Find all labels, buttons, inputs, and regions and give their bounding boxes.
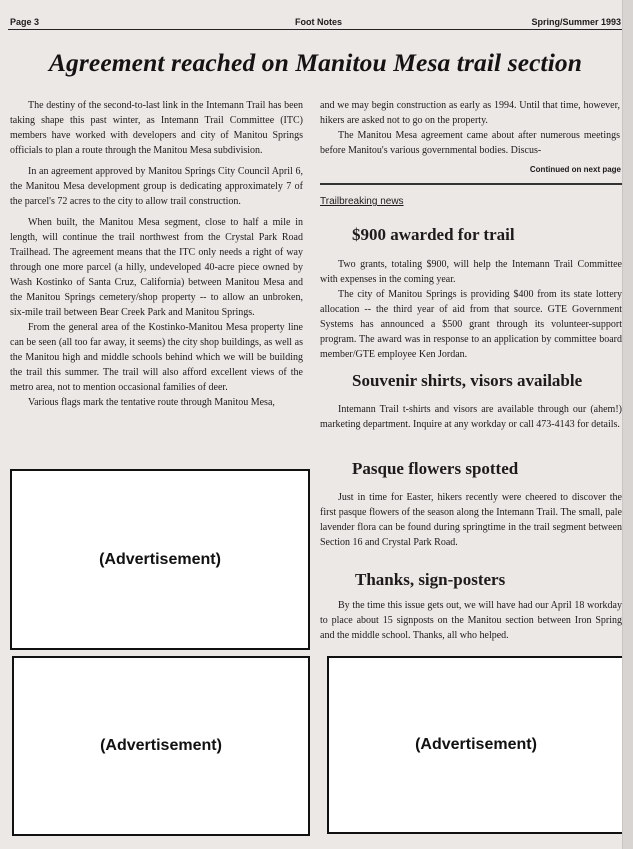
story-headline-signposts: Thanks, sign-posters — [355, 570, 506, 589]
advertisement-box — [327, 656, 625, 834]
story-body-signposts — [320, 598, 622, 643]
advertisement-label: (Advertisement) — [415, 736, 537, 753]
story-paragraph: Various flags mark the tentative route through Manitou Mesa, — [28, 397, 275, 408]
story-paragraph: From the general area of the Kostinko-Manitou Mesa property line can be seen (all too far away, it seems) the city shop buildings, as well as the Manitou high and middle schools behind which we will be building the trail this summer. The trail will also afford excellent views of the metro area, not to mention occasional families of deer. — [10, 322, 303, 393]
story-paragraph: Two grants, totaling $900, will help the Intemann Trail Committee with expenses in the coming year. — [320, 259, 622, 285]
advertisement-box — [12, 656, 310, 836]
publication-name: Foot Notes — [295, 17, 342, 27]
story-body-pasque — [320, 490, 622, 550]
story-paragraph: When built, the Manitou Mesa segment, close to half a mile in length, will continue the trail northwest from the Crystal Park Road Trailhead. The agreement means that the ITC only needs a right of way through one more parcel (a hilly, undeveloped 40-acre piece owned by Wash Kostinko of Santa Cruz, California) between Manitou Mesa and the Manitou Springs cemetery/shop property -- to allow an unbroken, six-mile trail between Bear Creek Park and Manitou Springs. — [10, 217, 303, 318]
story-paragraph: Just in time for Easter, hikers recently were cheered to discover the first pasque flowers of the season along the Intemann Trail. The small, pale lavender flora can be found during springtime in the trail segment between Section 16 and Crystal Park Road. — [320, 492, 622, 548]
story-headline-pasque: Pasque flowers spotted — [352, 459, 519, 478]
story-body-grants — [320, 257, 622, 362]
main-story-column-2 — [320, 98, 620, 158]
section-label: Trailbreaking news — [320, 196, 404, 207]
story-paragraph: The city of Manitou Springs is providing $400 from its state lottery allocation -- the third year of aid from that source. GTE Government Systems has announced a $500 grant through its volunteer-support program. The award was in response to an application by committee board member/GTE employee Ken Jordan. — [320, 289, 622, 360]
story-paragraph: In an agreement approved by Manitou Springs City Council April 6, the Manitou Mesa development group is dedicating approximately 7 of the parcel's 72 acres to the city to allow trail construction. — [10, 166, 303, 207]
running-head — [8, 14, 623, 30]
main-headline: Agreement reached on Manitou Mesa trail section — [48, 48, 583, 77]
story-continuation: and we may begin construction as early as 1994. Until that time, however, hikers are asked not to go on the property. — [320, 100, 620, 126]
story-paragraph: By the time this issue gets out, we will have had our April 18 workday to place about 15 signposts on the Manitou section between Iron Spring and the middle school. Thanks, all who helped. — [320, 600, 622, 641]
issue-date: Spring/Summer 1993 — [531, 17, 621, 27]
story-headline-grants: $900 awarded for trail — [352, 225, 515, 244]
advertisement-box — [10, 469, 310, 650]
story-headline-shirts: Souvenir shirts, visors available — [352, 371, 583, 390]
section-divider — [320, 183, 622, 185]
continued-note: Continued on next page — [529, 165, 621, 174]
main-story-column-1 — [10, 98, 303, 410]
page-edge — [622, 0, 633, 849]
advertisement-label: (Advertisement) — [99, 550, 221, 568]
story-paragraph: The destiny of the second-to-last link in the Intemann Trail has been taking shape this past winter, as Intemann Trail Committee (ITC) members have worked with developers and city of Manitou Springs officials to plan a route through the Manitou Mesa subdivision. — [10, 100, 303, 156]
story-paragraph: Intemann Trail t-shirts and visors are available through our (ahem!) marketing department. Inquire at any workday or call 473-4143 for details. — [320, 404, 622, 430]
advertisement-label: (Advertisement) — [100, 737, 222, 754]
story-body-shirts — [320, 402, 622, 432]
story-paragraph: The Manitou Mesa agreement came about after numerous meetings before Manitou's various governmental bodies. Discus- — [320, 130, 620, 156]
page-number: Page 3 — [10, 17, 40, 27]
